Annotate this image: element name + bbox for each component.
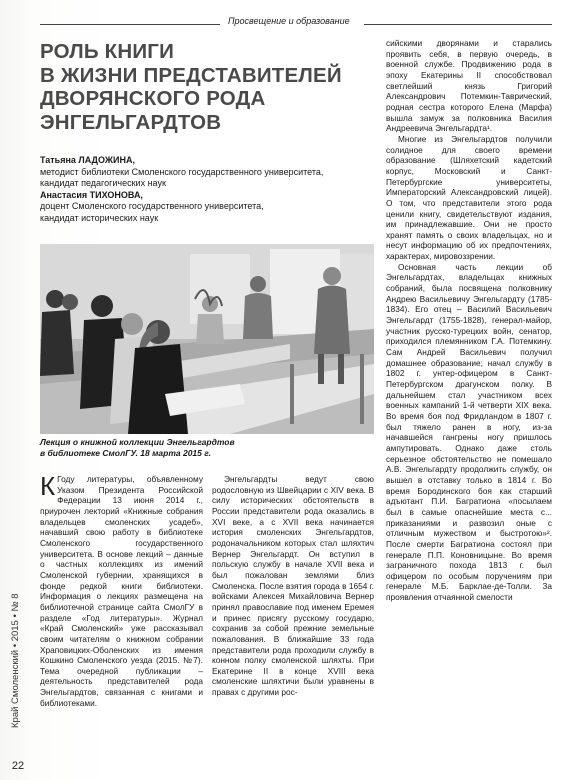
header-rule-right xyxy=(364,24,552,25)
authors-block xyxy=(40,155,370,224)
photo-caption: Лекция о книжной коллекции Энгельгардтов в библиотеке СмолГУ. 18 марта 2015 г. xyxy=(40,437,235,458)
author-2 xyxy=(40,190,370,225)
article-column-2 xyxy=(212,474,374,698)
header-rule-left xyxy=(40,24,220,25)
author-degree: кандидат исторических наук xyxy=(40,212,159,223)
author-position: доцент Смоленского государственного университета, xyxy=(40,201,264,211)
lecture-photo xyxy=(40,244,374,434)
article-title: РОЛЬ КНИГИ В ЖИЗНИ ПРЕДСТАВИТЕЛЕЙ ДВОРЯНСКОГО РОДА ЭНГЕЛЬГАРДТОВ xyxy=(40,40,342,134)
author-degree: кандидат педагогических наук xyxy=(40,178,166,188)
drop-cap: К xyxy=(40,471,56,501)
article-column-3 xyxy=(386,38,552,603)
page-number: 22 xyxy=(11,760,25,772)
paragraph-text: Энгельгардты ведут свою родословную из Швейцарии с XIV века. В силу исторических обстоятельств в России представители рода оказались в XVI веке, а с XVII века начинается история смоленских Энгельгардтов, родоначальником которых стал шляхтич Вернер Энгельгардт. Он вступил в польскую службу в начале XVII века и был пожалован землями близ Смоленска. После взятия города в 1654 г. войсками Алексея Михайловича Вернер принял православие под именем Еремея и принес присягу русскому государю, сохранив за собой прежние земельные пожалования. В ближайшие 33 года представители рода проходили службу в конном полку смоленской шляхты. При Екатерине II в конце XVIII века смоленские шляхтичи были уравнены в правах с другими рос- xyxy=(212,474,374,698)
author-1 xyxy=(40,155,370,190)
article-column-1 xyxy=(40,471,203,708)
section-header: Просвещение и образование xyxy=(228,16,350,26)
author-name: Татьяна ЛАДОЖИНА, xyxy=(40,155,135,165)
paragraph-text: Основная часть лекции об Энгельгардтах, владельцах книжных собраний, была посвящена полковнику Андрею Васильевичу Энгельгардту (1785-1834). Его отец – Василий Васильевич Энгельгардт (1755-1828), генерал-майор, участник русско-турецких войн, сенатор, приходился племянником Г.А. Потемкину. Сам Андрей Васильевич получил домашнее образование; начал службу в 1802 г. унтер-офицером в Санкт-Петербургском драгунском полку. В дальнейшем стал участником всех военных кампаний 1-й четверти XIX века. Во время боя под Фридландом в 1807 г. был тяжело ранен в ногу, из-за начавшейся гангрены ногу пришлось ампутировать. Однако даже столь серьезное обстоятельство не помешало А.В. Энгельгардту продолжить службу, он вышел в отставку только в 1814 г. Во время Бородинского боя как старший адъютант П.И. Багратиона «посылаем был в самые опаснейшие места с... приказаниями и развозил оные с отличным мужеством и быстротою»². После смерти Багратиона состоял при генерале П.П. Коновницыне. Во время заграничного похода 1813 г. был офицером по особым поручениям при генерале М.Б. Барклае-де-Толли. За проявления отчаянной смелости xyxy=(386,261,552,603)
author-name: Анастасия ТИХОНОВА, xyxy=(40,189,143,200)
paragraph-text: Многие из Энгельгардтов получили солидное для своего времени образование (Шляхетский кадетский корпус, Московский и Санкт-Петербургские университеты, Императорский Александровский лицей). О том, что представители этого рода ценили книгу, свидетельствуют издания, им принадлежавшие. Они не просто хранят память о своих владельцах, но и несут информацию об их предпочтениях, характерах, мировоззрении. xyxy=(386,133,552,262)
paragraph-text: Году литературы, объявленному Указом Президента Российской Федерации 13 июня 2014 г., приурочен лекторий «Книжные собрания владельцев смоленских усадеб», начавший свою работу в библиотеке Смоленского государственного университета. В основе лекций – данные о частных коллекциях из имений Смоленской губернии, хранящихся в фонде редкой книги библиотеки. Информация о лекциях размещена на библиотечной странице сайта СмолГУ в разделе «Год литературы». Журнал «Край Смоленский» уже рассказывал своим читателям о книжном собрании Храповицких-Оболенских из имения Кошкино Смоленского уезда (2015. №7). Тема очередной публикации – деятельность представителей рода Энгельгардтов, связанная с книгами и библиотеками. xyxy=(40,474,203,708)
magazine-side-label: Край Смоленский • 2015 • № 8 xyxy=(10,593,21,728)
paragraph-text: сийскими дворянами и старались проявить себя, в первую очередь, в военной службе. Продвижению рода в эпоху Екатерины II способствовал светлейший князь Григорий Александрович Потемкин-Таврический, родная сестра которого Елена (Марфа) вышла замуж за полковника Василия Андреевича Энгельгардта¹. xyxy=(386,38,552,134)
author-position: методист библиотеки Смоленского государственного университета, xyxy=(40,166,324,177)
lecture-photo-illustration xyxy=(40,244,374,434)
